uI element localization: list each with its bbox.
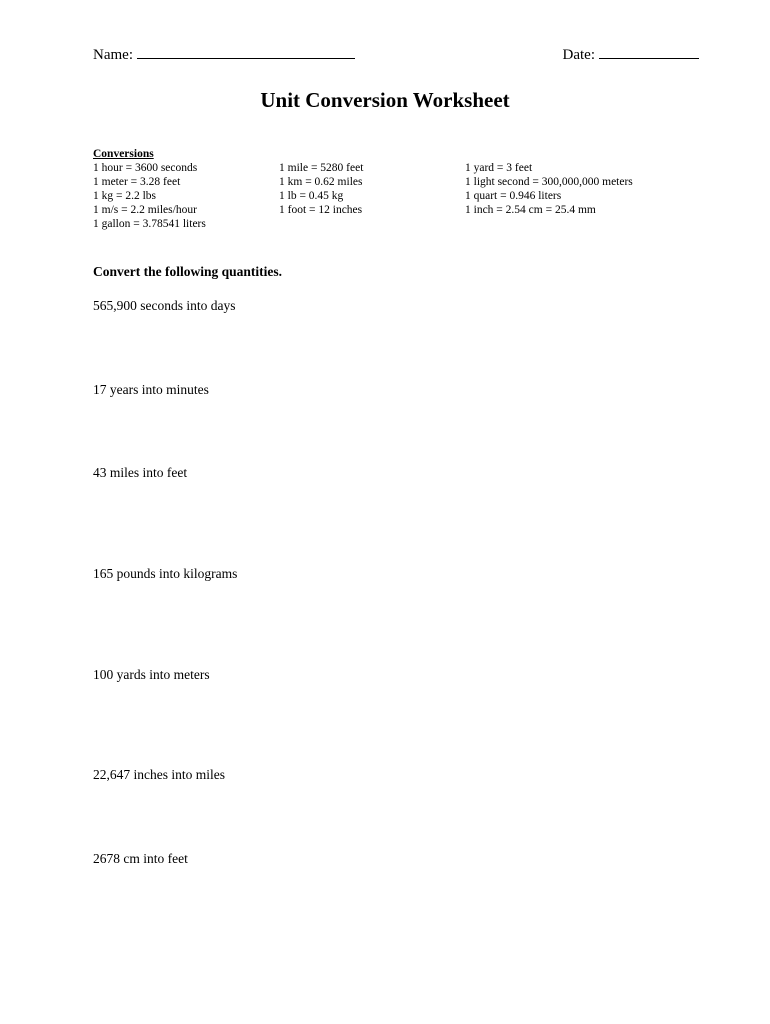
question-item: 165 pounds into kilograms bbox=[93, 566, 238, 581]
question-item: 565,900 seconds into days bbox=[93, 298, 236, 313]
question-item: 2678 cm into feet bbox=[93, 851, 188, 866]
question-item: 22,647 inches into miles bbox=[93, 767, 225, 782]
conversions-column-2 bbox=[279, 161, 363, 217]
conversions-column-3 bbox=[465, 161, 633, 217]
conversion-item: 1 kg = 2.2 lbs bbox=[93, 190, 157, 202]
conversion-item: 1 foot = 12 inches bbox=[279, 204, 363, 216]
name-label: Name: bbox=[93, 47, 133, 63]
name-blank-line[interactable] bbox=[137, 44, 355, 59]
conversion-item: 1 yard = 3 feet bbox=[465, 162, 533, 174]
conversion-item: 1 km = 0.62 miles bbox=[279, 176, 363, 188]
date-label: Date: bbox=[562, 47, 595, 63]
conversion-item: 1 meter = 3.28 feet bbox=[93, 176, 181, 188]
conversion-item: 1 quart = 0.946 liters bbox=[465, 190, 562, 202]
conversion-item: 1 inch = 2.54 cm = 25.4 mm bbox=[465, 204, 596, 216]
date-blank-line[interactable] bbox=[599, 44, 699, 59]
conversions-column-1 bbox=[93, 161, 206, 231]
conversion-item: 1 gallon = 3.78541 liters bbox=[93, 218, 206, 230]
conversion-item: 1 m/s = 2.2 miles/hour bbox=[93, 204, 197, 216]
conversion-item: 1 mile = 5280 feet bbox=[279, 162, 364, 174]
name-field[interactable] bbox=[93, 44, 355, 64]
conversion-item: 1 hour = 3600 seconds bbox=[93, 162, 198, 174]
date-field[interactable] bbox=[563, 44, 699, 64]
conversions-section bbox=[93, 147, 713, 230]
question-item: 17 years into minutes bbox=[93, 382, 209, 397]
conversion-item: 1 lb = 0.45 kg bbox=[279, 190, 344, 202]
page-title: Unit Conversion Worksheet bbox=[260, 88, 510, 112]
instructions-heading: Convert the following quantities. bbox=[93, 264, 282, 279]
question-item: 100 yards into meters bbox=[93, 667, 210, 682]
conversions-heading: Conversions bbox=[93, 148, 154, 160]
question-item: 43 miles into feet bbox=[93, 465, 188, 480]
header-row bbox=[93, 44, 699, 64]
conversion-item: 1 light second = 300,000,000 meters bbox=[465, 176, 633, 188]
